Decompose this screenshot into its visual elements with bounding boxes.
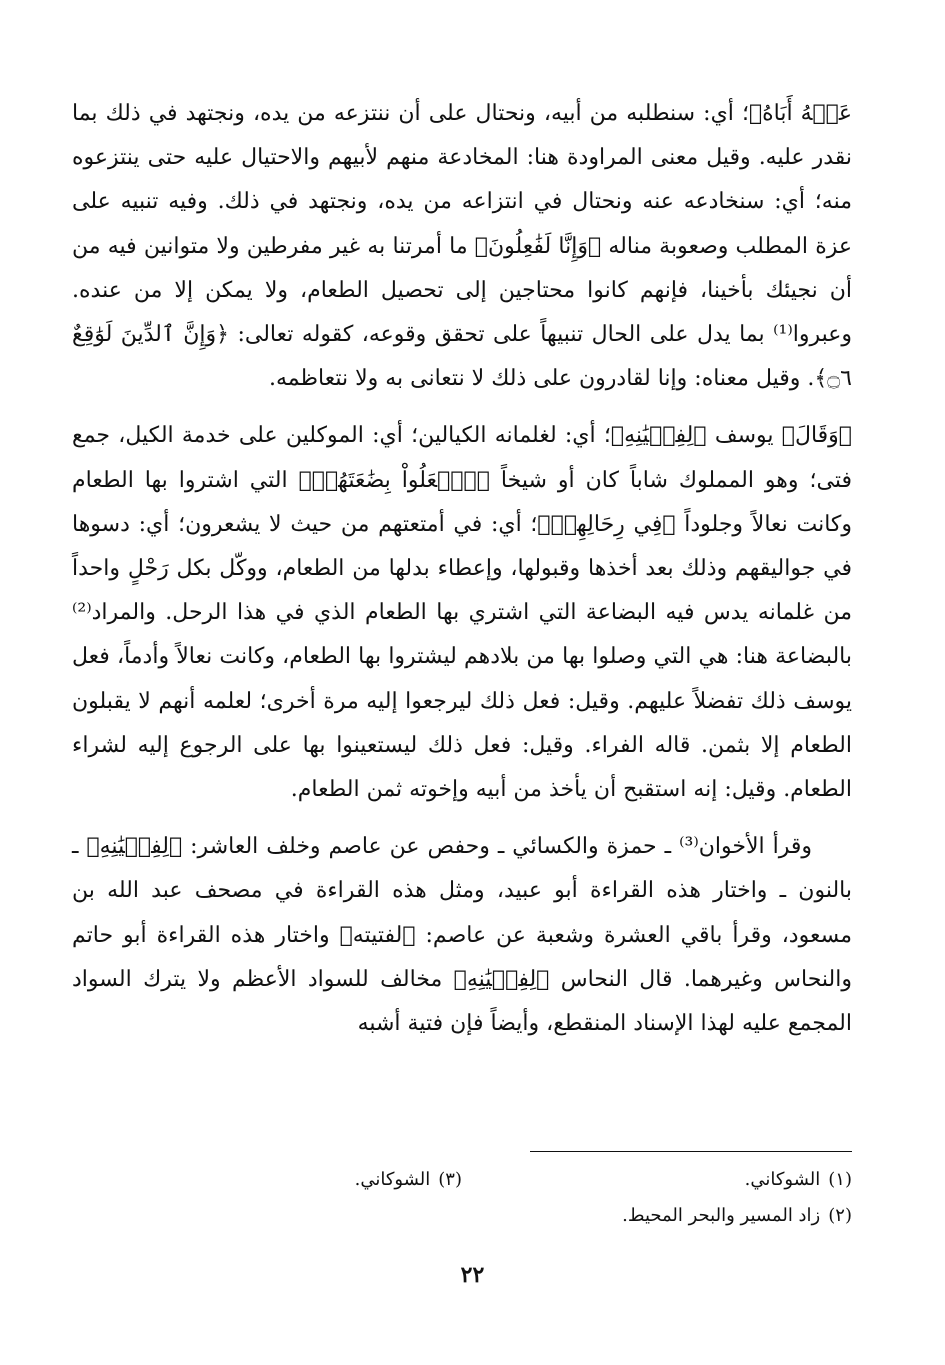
footnote-text: زاد المسير والبحر المحيط.	[622, 1205, 821, 1226]
footnote-row	[72, 1198, 852, 1234]
footnotes	[72, 1162, 852, 1234]
page-number: ٢٢	[460, 1262, 485, 1288]
paragraph-1: عَنۡهُ أَبَاهُ﴾؛ أي: سنطلبه من أبيه، ونحتال على أن ننتزعه من يده، ونجتهد في ذلك بما نقدر عليه. وقيل معنى المراودة هنا: المخادعة منهم لأبيهم والاحتيال عليه حتى ينتزعوه منه؛ أي: سنخادعه عنه ونحتال في انتزاعه من يده، ونجتهد في ذلك. وفيه تنبيه على عزة المطلب وصعوبة مناله ﴿وَإِنَّا لَفَٰعِلُونَ﴾ ما أمرتنا به غير مفرطين ولا متوانين فيه من أن نجيئك بأخينا، فإنهم كانوا محتاجين إلى تحصيل الطعام، ولا يمكن إلا من عنده. وعبروا⁽¹⁾ بما يدل على الحال تنبيهاً على تحقق وقوعه، كقوله تعالى: ﴿وَإِنَّ ٱلدِّينَ لَوَٰقِعٌ ۝٦﴾. وقيل معناه: وإنا لقادرون على ذلك لا نتعانى به ولا نتعاظمه.	[72, 101, 852, 392]
footnote-text: الشوكاني.	[354, 1169, 431, 1190]
paragraph-2: ﴿وَقَالَ﴾ يوسف ﴿لِفِتۡيَٰنِهِ﴾؛ أي: لغلمانه الكيالين؛ أي: الموكلين على خدمة الكيل، جمع فتى؛ وهو المملوك شاباً كان أو شيخاً ﴿ٱجۡعَلُواْ بِضَٰعَتَهُمۡ﴾ التي اشتروا بها الطعام وكانت نعالاً وجلوداً ﴿فِي رِحَالِهِمۡ﴾؛ أي: في أمتعتهم من حيث لا يشعرون؛ أي: دسوها في جواليقهم وذلك بعد أخذها وقبولها، وإعطاء بدلها من الطعام، ووكّل بكل رَحْلٍ واحداً من غلمانه يدس فيه البضاعة التي اشتري بها الطعام الذي في هذا الرحل. والمراد⁽²⁾ بالبضاعة هنا: هي التي وصلوا بها من بلادهم ليشتروا بها الطعام، وكانت نعالاً وأدماً، فعل يوسف ذلك تفضلاً عليهم. وقيل: فعل ذلك ليرجعوا إليه مرة أخرى؛ لعلمه أنهم لا يقبلون الطعام إلا بثمن. قاله الفراء. وقيل: فعل ذلك ليستعينوا بها على الرجوع إليه لشراء الطعام. وقيل: إنه استقبح أن يأخذ من أبيه وإخوته ثمن الطعام.	[72, 423, 852, 803]
footnote-1	[462, 1162, 852, 1198]
footnote-number: (١)	[828, 1169, 852, 1190]
footnote-3	[72, 1162, 462, 1198]
footnote-number: (٢)	[828, 1205, 852, 1226]
page-body	[72, 92, 852, 1046]
paragraph-3: وقرأ الأخوان⁽³⁾ ـ حمزة والكسائي ـ وحفص عن عاصم وخلف العاشر: ﴿لِفِتۡيَٰنِهِ﴾ ـ بالنون ـ واختار هذه القراءة أبو عبيد، ومثل هذه القراءة في مصحف عبد الله بن مسعود، وقرأ باقي العشرة وشعبة عن عاصم: ﴿لفتيته﴾ واختار هذه القراءة أبو حاتم والنحاس وغيرهما. قال النحاس ﴿لِفِتۡيَٰنِهِ﴾ مخالف للسواد الأعظم ولا يترك السواد المجمع عليه لهذا الإسناد المنقطع، وأيضاً فإن فتية أشبه	[72, 834, 852, 1037]
footnote-2	[462, 1198, 852, 1234]
footnote-number: (٣)	[438, 1169, 462, 1190]
footnote-divider	[530, 1151, 852, 1152]
footnote-row	[72, 1162, 852, 1198]
footnote-text: الشوكاني.	[744, 1169, 821, 1190]
